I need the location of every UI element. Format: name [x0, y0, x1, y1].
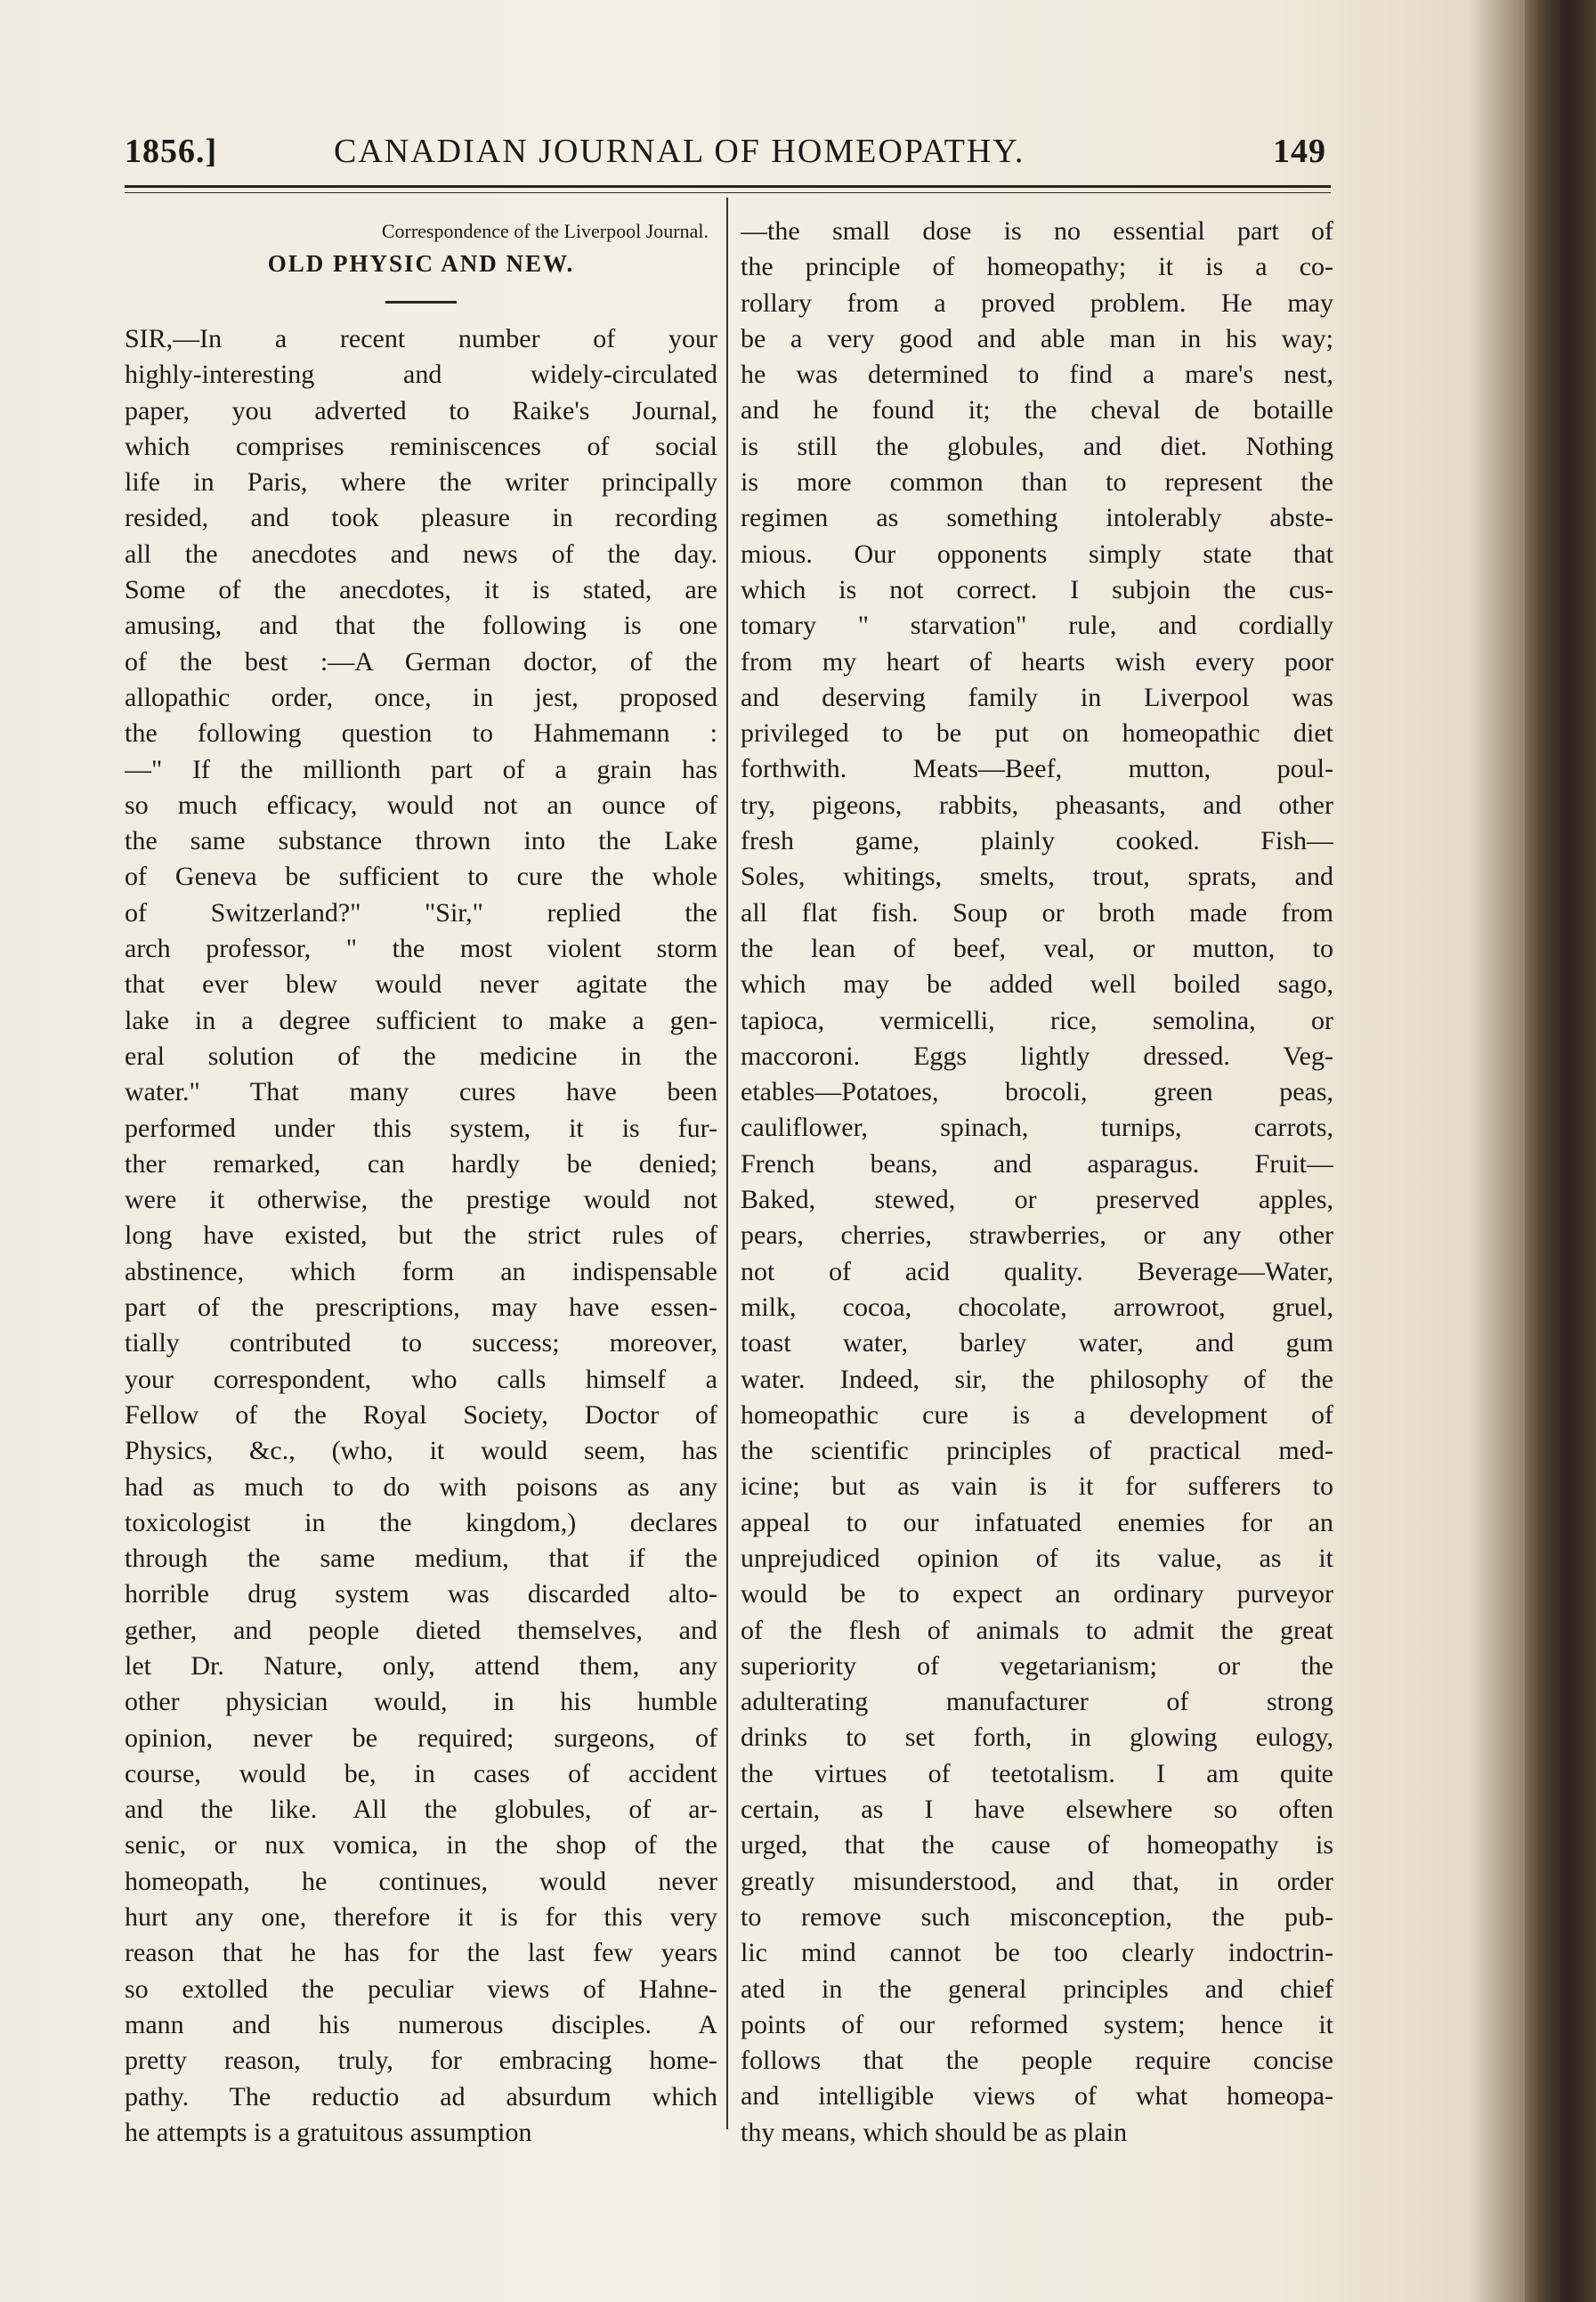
text-line: —the small dose is no essential part of	[741, 216, 1333, 246]
column-divider	[726, 198, 728, 2129]
text-line: and intelligible views of what homeopa-	[741, 2081, 1333, 2112]
text-line: of the best :—A German doctor, of the	[125, 646, 717, 677]
text-line: part of the prescriptions, may have essen-	[125, 1293, 717, 1323]
text-line: tially contributed to success; moreover,	[125, 1328, 717, 1358]
text-line: Baked, stewed, or preserved apples,	[741, 1185, 1333, 1215]
text-line: from my heart of hearts wish every poor	[741, 646, 1333, 677]
text-line: course, would be, in cases of accident	[125, 1758, 717, 1788]
text-line: homeopathic cure is a development of	[741, 1399, 1333, 1430]
text-line: all the anecdotes and news of the day.	[125, 539, 717, 569]
text-line: the virtues of teetotalism. I am quite	[741, 1758, 1333, 1788]
text-line: urged, that the cause of homeopathy is	[741, 1830, 1333, 1860]
text-line: arch professor, " the most violent storm	[125, 934, 717, 964]
text-line: water." That many cures have been	[125, 1077, 717, 1107]
text-line: would be to expect an ordinary purveyor	[741, 1579, 1333, 1609]
article-credit: Correspondence of the Liverpool Journal.	[381, 220, 709, 242]
text-line: abstinence, which form an indispensable	[125, 1256, 717, 1286]
text-line: the following question to Hahmemann :	[125, 718, 717, 749]
text-line: homeopath, he continues, would never	[125, 1866, 717, 1896]
text-line: horrible drug system was discarded alto-	[125, 1579, 717, 1609]
text-line: toxicologist in the kingdom,) declares	[125, 1507, 717, 1537]
text-line: water. Indeed, sir, the philosophy of the	[741, 1364, 1333, 1394]
text-line: privileged to be put on homeopathic diet	[741, 718, 1333, 749]
text-line: maccoroni. Eggs lightly dressed. Veg-	[741, 1041, 1333, 1071]
text-line: the same substance thrown into the Lake	[125, 826, 717, 856]
text-line: Soles, whitings, smelts, trout, sprats, and	[741, 862, 1333, 892]
text-line: appeal to our infatuated enemies for an	[741, 1507, 1333, 1537]
text-line: to remove such misconception, the pub-	[741, 1901, 1333, 1932]
text-line: French beans, and asparagus. Fruit—	[741, 1148, 1333, 1179]
text-line: cauliflower, spinach, turnips, carrots,	[741, 1113, 1333, 1143]
text-line: lic mind cannot be too clearly indoctrin-	[741, 1938, 1333, 1968]
text-line: Some of the anecdotes, it is stated, are	[125, 575, 717, 605]
text-line: mann and his numerous disciples. A	[125, 2009, 717, 2039]
text-line: senic, or nux vomica, in the shop of the	[125, 1830, 717, 1860]
text-line: performed under this system, it is fur-	[125, 1113, 717, 1143]
text-line: ther remarked, can hardly be denied;	[125, 1148, 717, 1179]
text-line: regimen as something intolerably abste-	[741, 503, 1333, 533]
text-line: fresh game, plainly cooked. Fish—	[741, 826, 1333, 856]
text-line: and he found it; the cheval de botaille	[741, 395, 1333, 426]
text-line: he attempts is a gratuitous assumption	[125, 2117, 532, 2147]
text-line: Fellow of the Royal Society, Doctor of	[125, 1399, 717, 1430]
text-line: and the like. All the globules, of ar-	[125, 1795, 717, 1825]
text-line: of Switzerland?" "Sir," replied the	[125, 897, 717, 928]
text-line: had as much to do with poisons as any	[125, 1471, 717, 1502]
text-line: the lean of beef, veal, or mutton, to	[741, 933, 1333, 963]
text-line: tomary " starvation" rule, and cordially	[741, 611, 1333, 641]
text-line: be a very good and able man in his way;	[741, 323, 1333, 353]
text-line: not of acid quality. Beverage—Water,	[741, 1256, 1333, 1286]
right-column	[741, 214, 1333, 2151]
text-line: thy means, which should be as plain	[741, 2117, 1128, 2147]
text-line: eral solution of the medicine in the	[125, 1041, 717, 1071]
text-line: so extolled the peculiar views of Hahne-	[125, 1974, 717, 2004]
text-line: long have existed, but the strict rules of	[125, 1220, 717, 1251]
text-line: let Dr. Nature, only, attend them, any	[125, 1650, 717, 1681]
text-line: paper, you adverted to Raike's Journal,	[125, 395, 717, 426]
page-number: 149	[1273, 133, 1326, 170]
text-line: ated in the general principles and chief	[741, 1974, 1333, 2004]
text-line: other physician would, in his humble	[125, 1687, 717, 1717]
text-line: try, pigeons, rabbits, pheasants, and other	[741, 790, 1333, 820]
text-line: pathy. The reductio ad absurdum which	[125, 2081, 717, 2112]
text-line: —" If the millionth part of a grain has	[125, 754, 717, 784]
text-line: follows that the people require concise	[741, 2046, 1333, 2076]
text-line: lake in a degree sufficient to make a gen-	[125, 1005, 717, 1035]
text-line: pretty reason, truly, for embracing home-	[125, 2046, 717, 2076]
text-line: forthwith. Meats—Beef, mutton, poul-	[741, 754, 1333, 784]
header-year: 1856.]	[125, 133, 218, 170]
text-line: of the flesh of animals to admit the great	[741, 1615, 1333, 1645]
text-line: opinion, never be required; surgeons, of	[125, 1722, 717, 1753]
text-line: adulterating manufacturer of strong	[741, 1687, 1333, 1717]
text-line: of Geneva be sufficient to cure the whole	[125, 862, 717, 892]
text-line: certain, as I have elsewhere so often	[741, 1795, 1333, 1825]
text-line: the principle of homeopathy; it is a co-	[741, 252, 1333, 282]
header-rule-thin	[125, 192, 1331, 193]
text-line: so much efficacy, would not an ounce of	[125, 790, 717, 820]
text-line: the scientific principles of practical med-	[741, 1436, 1333, 1466]
text-line: is more common than to represent the	[741, 467, 1333, 498]
text-line: Physics, &c., (who, it would seem, has	[125, 1436, 717, 1466]
text-line: and deserving family in Liverpool was	[741, 682, 1333, 712]
text-line: points of our reformed system; hence it	[741, 2009, 1333, 2039]
text-line: rollary from a proved problem. He may	[741, 288, 1333, 318]
left-column	[125, 214, 717, 2151]
text-line: allopathic order, once, in jest, proposed	[125, 682, 717, 712]
article-title: OLD PHYSIC AND NEW.	[267, 250, 575, 277]
text-line: pears, cherries, strawberries, or any other	[741, 1220, 1333, 1251]
text-line: highly-interesting and widely-circulated	[125, 360, 717, 390]
text-line: SIR,—In a recent number of your	[125, 324, 717, 353]
text-line: through the same medium, that if the	[125, 1544, 717, 1574]
text-line: life in Paris, where the writer principally	[125, 467, 717, 498]
text-line: your correspondent, who calls himself a	[125, 1364, 717, 1394]
title-rule	[385, 301, 457, 304]
text-line: superiority of vegetarianism; or the	[741, 1650, 1333, 1681]
book-spine	[1525, 0, 1596, 2302]
text-line: that ever blew would never agitate the	[125, 969, 717, 1000]
text-line: mious. Our opponents simply state that	[741, 539, 1333, 569]
text-line: all flat fish. Soup or broth made from	[741, 897, 1333, 928]
text-line: hurt any one, therefore it is for this very	[125, 1902, 717, 1933]
text-line: which is not correct. I subjoin the cus-	[741, 574, 1333, 604]
text-line: greatly misunderstood, and that, in order	[741, 1866, 1333, 1896]
text-line: unprejudiced opinion of its value, as it	[741, 1543, 1333, 1573]
text-line: amusing, and that the following is one	[125, 611, 717, 641]
text-line: which comprises reminiscences of social	[125, 431, 717, 461]
text-line: gether, and people dieted themselves, and	[125, 1615, 717, 1645]
text-line: drinks to set forth, in glowing eulogy,	[741, 1722, 1333, 1753]
text-line: is still the globules, and diet. Nothing	[741, 431, 1333, 461]
header-journal-title: CANADIAN JOURNAL OF HOMEOPATHY.	[334, 133, 1025, 170]
text-line: were it otherwise, the prestige would not	[125, 1185, 717, 1215]
text-line: he was determined to find a mare's nest,	[741, 360, 1333, 390]
text-line: reason that he has for the last few years	[125, 1938, 717, 1968]
text-line: tapioca, vermicelli, rice, semolina, or	[741, 1005, 1333, 1035]
text-line: icine; but as vain is it for sufferers to	[741, 1471, 1333, 1502]
text-line: toast water, barley water, and gum	[741, 1328, 1333, 1358]
text-line: resided, and took pleasure in recording	[125, 503, 717, 533]
running-header	[125, 123, 1326, 176]
text-line: etables—Potatoes, brocoli, green peas,	[741, 1077, 1333, 1107]
text-line: milk, cocoa, chocolate, arrowroot, gruel,	[741, 1292, 1333, 1322]
header-rule-thick	[125, 185, 1331, 188]
text-line: which may be added well boiled sago,	[741, 969, 1333, 1000]
